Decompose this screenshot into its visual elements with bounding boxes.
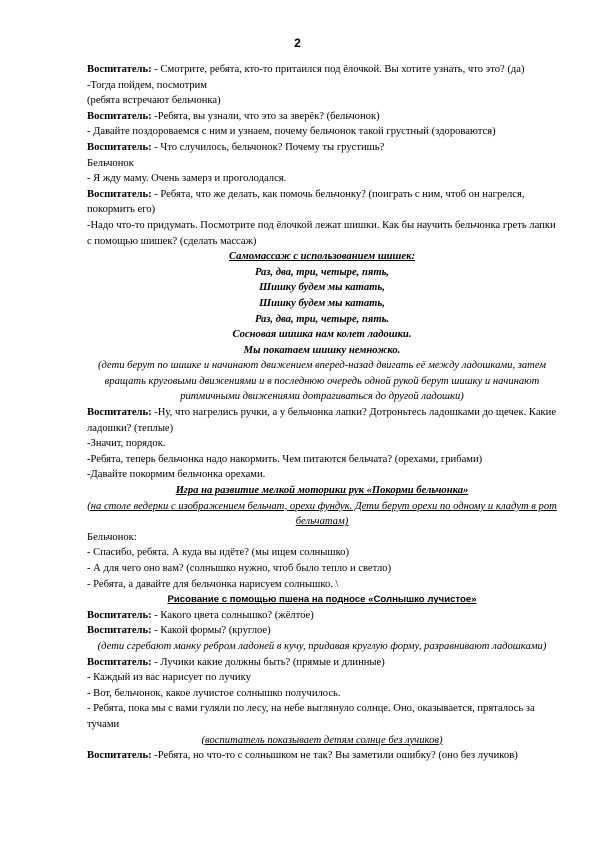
- text: -Ребята, вы узнали, что это за зверёк? (бельчонок): [151, 110, 380, 122]
- paragraph: [87, 608, 557, 624]
- paragraph: [87, 452, 557, 468]
- text: - Лучики какие должны быть? (прямые и длинные): [151, 656, 385, 668]
- verse-line: [87, 265, 557, 281]
- text: - Ребята, пока мы с вами гуляли по лесу, на небе выглянуло солнце. Оно, оказывается, пряталось за тучами: [87, 703, 535, 730]
- section-heading-activity: [87, 592, 557, 608]
- verse-line: [87, 296, 557, 312]
- paragraph: [87, 436, 557, 452]
- text: - Каждый из вас нарисует по лучику: [87, 672, 251, 684]
- paragraph: [87, 577, 557, 593]
- text: Шишку будем мы катать,: [259, 297, 385, 309]
- paragraph: [87, 156, 557, 172]
- text: - Ребята, что же делать, как помочь бельчонку? (поиграть с ним, чтоб он нагрелся, покормить его): [87, 188, 525, 216]
- section-heading: [87, 249, 557, 265]
- paragraph: [87, 62, 557, 78]
- text: - Смотрите, ребята, кто-то притаился под ёлочкой. Вы хотите узнать, что это? (да): [151, 64, 525, 75]
- document-body: [87, 62, 557, 764]
- text: (дети сгребают манку ребром ладоней в кучу, придавая круглую форму, разравнивают ладошками): [97, 640, 547, 652]
- text: Шишку будем мы катать,: [259, 282, 385, 294]
- text: -Значит, порядок.: [87, 438, 166, 450]
- text: - Ребята, а давайте для бельчонка нарисуем солнышко. \: [87, 578, 339, 590]
- verse-line: [87, 327, 557, 343]
- text: -Ну, что нагрелись ручки, а у бельчонка лапки? Дотроньтесь ладошками до щечек. Какие ладошки? (теплые): [87, 407, 557, 434]
- text: Сосновая шишка нам колет ладошки.: [232, 329, 412, 341]
- paragraph: [87, 561, 557, 577]
- text: Бельчонок:: [87, 531, 137, 543]
- stage-direction: [87, 639, 557, 655]
- text: - Вот, бельчонок, какое лучистое солнышко получилось.: [87, 687, 341, 699]
- text: -Тогда пойдем, посмотрим: [87, 79, 208, 91]
- text: -Давайте покормим бельчонка орехами.: [87, 469, 266, 481]
- speaker-label: Воспитатель:: [87, 609, 152, 621]
- text: -Надо что-то придумать. Посмотрите под ёлочкой лежат шишки. Как бы научить бельчонка греть лапки с помощью шишек? (сделать массаж): [87, 219, 556, 247]
- paragraph: [87, 670, 557, 686]
- text: -Ребята, теперь бельчонка надо накормить. Чем питаются бельчата? (орехами, грибами): [87, 453, 483, 465]
- paragraph: [87, 218, 557, 249]
- paragraph: [87, 140, 557, 156]
- text: -Ребята, но что-то с солнышком не так? Вы заметили ошибку? (оно без лучиков): [151, 750, 518, 762]
- verse-line: [87, 343, 557, 359]
- paragraph: [87, 93, 557, 109]
- text: Раз, два, три, четыре, пять.: [254, 313, 390, 325]
- text: (ребята встречают бельчонка): [87, 95, 221, 107]
- paragraph: [87, 623, 557, 639]
- text: Самомассаж с использованием шишек:: [229, 251, 415, 263]
- paragraph: [87, 655, 557, 671]
- stage-direction-underlined: [87, 733, 557, 749]
- text: - Спасибо, ребята. А куда вы идёте? (мы ищем солнышко): [87, 547, 350, 559]
- speaker-label: Воспитатель:: [87, 625, 152, 637]
- text: Мы покатаем шишку немножко.: [243, 344, 401, 356]
- stage-direction: [87, 358, 557, 405]
- stage-direction-underlined: [87, 499, 557, 530]
- paragraph: [87, 701, 557, 732]
- verse-line: [87, 312, 557, 328]
- speaker-label: Воспитатель:: [87, 407, 152, 419]
- text: - Что случилось, бельчонок? Почему ты грустишь?: [151, 141, 385, 153]
- paragraph: [87, 78, 557, 94]
- text: (воспитатель показывает детям солнце без лучиков): [201, 734, 443, 746]
- text: - А для чего оно вам? (солнышко нужно, чтоб было тепло и светло): [87, 563, 392, 574]
- text: - Какого цвета солнышко? (жёлтое): [151, 609, 314, 621]
- speaker-label: Воспитатель:: [87, 64, 152, 75]
- speaker-label: Воспитатель:: [87, 188, 152, 200]
- speaker-label: Воспитатель:: [87, 141, 152, 153]
- paragraph: [87, 748, 557, 764]
- text: - Давайте поздороваемся с ним и узнаем, почему бельчонок такой грустный (здороваются): [87, 126, 496, 138]
- speaker-label: Воспитатель:: [87, 656, 152, 668]
- text: Раз, два, три, четыре, пять,: [254, 266, 390, 278]
- text: Рисование с помощью пшена на подносе «Солнышко лучистое»: [167, 594, 477, 606]
- paragraph: [87, 187, 557, 218]
- paragraph: [87, 171, 557, 187]
- text: Игра на развитие мелкой моторики рук «Покорми бельчонка»: [175, 485, 469, 497]
- paragraph: [87, 467, 557, 483]
- speaker-label: Воспитатель:: [87, 750, 152, 762]
- paragraph: [87, 124, 557, 140]
- text: - Я жду маму. Очень замерз и проголодался.: [87, 173, 287, 185]
- paragraph: [87, 405, 557, 436]
- text: (дети берут по шишке и начинают движением вперед-назад двигать её между ладошками, затем вращать круговыми движениями и в последнюю очередь одной рукой берут шишку и начинают ритмичными движениями дотрагиваться до другой ладошки): [97, 360, 547, 403]
- section-heading: [87, 483, 557, 499]
- paragraph: [87, 530, 557, 546]
- paragraph: [87, 109, 557, 125]
- speaker-label: Воспитатель:: [87, 110, 152, 122]
- paragraph: [87, 686, 557, 702]
- text: Бельчонок: [87, 157, 134, 169]
- text: - Какой формы? (круглое): [151, 625, 271, 637]
- paragraph: [87, 545, 557, 561]
- verse-line: [87, 280, 557, 296]
- text: (на столе ведерки с изображением бельчат, орехи фундук. Дети берут орехи по одному и кладут в рот бельчатам): [87, 500, 557, 528]
- page-number: 2: [294, 36, 301, 50]
